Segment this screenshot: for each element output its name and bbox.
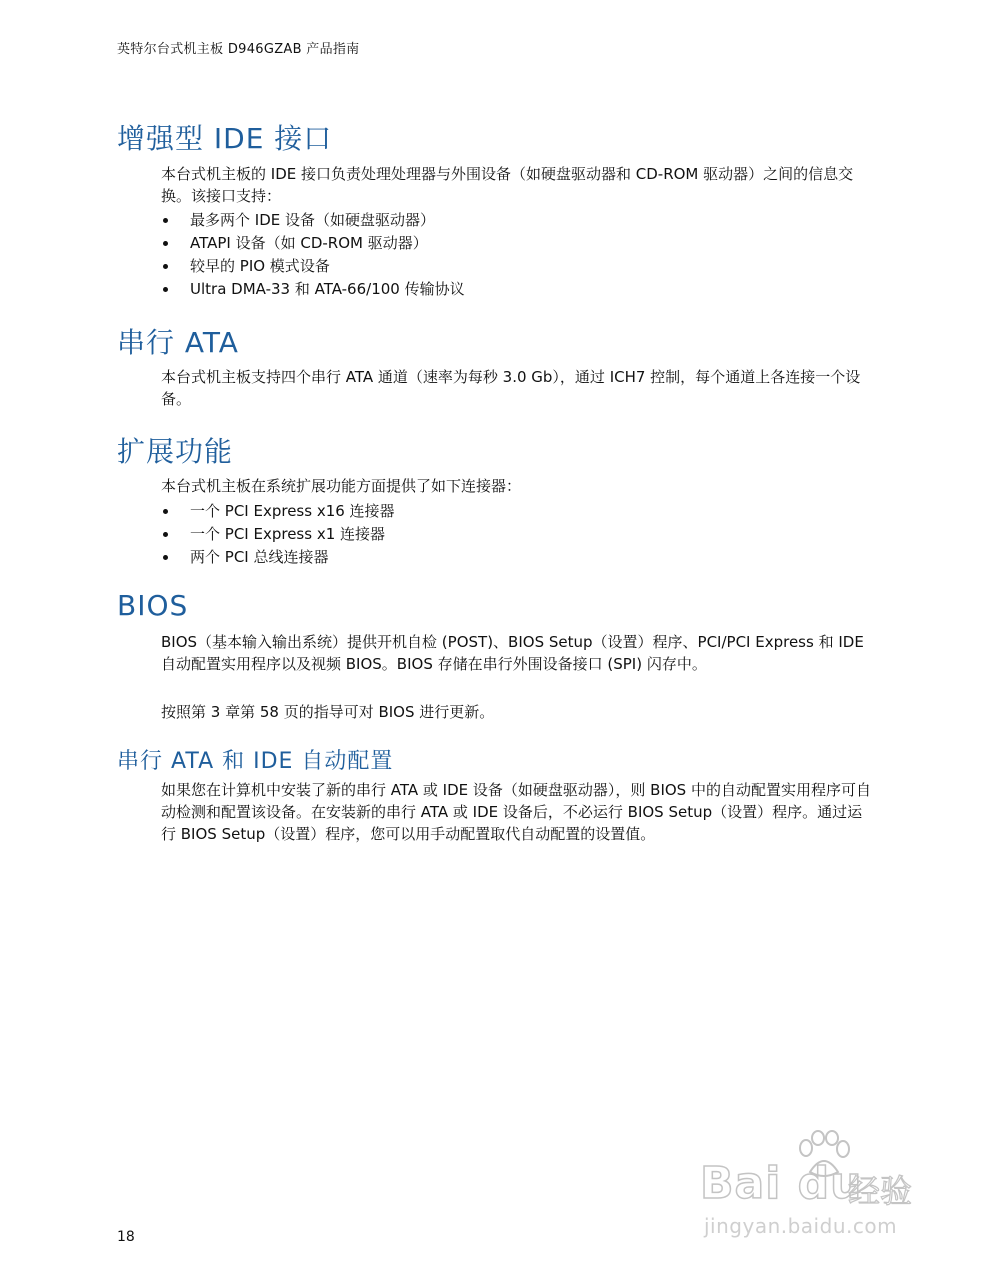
list-item: 较早的 PIO 模式设备 <box>161 255 465 278</box>
ide-intro-paragraph: 本台式机主板的 IDE 接口负责处理处理器与外围设备（如硬盘驱动器和 CD-ROM 驱动器）之间的信息交换。该接口支持： <box>161 165 854 205</box>
heading-enhanced-ide: 增强型 IDE 接口 <box>117 122 333 155</box>
page-number: 18 <box>117 1229 135 1245</box>
heading-serial-ata: 串行 ATA <box>117 326 239 359</box>
list-item: ATAPI 设备（如 CD-ROM 驱动器） <box>161 232 465 255</box>
watermark-jingyan-text: 经验 <box>848 1172 913 1210</box>
list-item: Ultra DMA-33 和 ATA-66/100 传输协议 <box>161 278 465 301</box>
watermark-url: jingyan.baidu.com <box>704 1214 898 1238</box>
heading-expansion: 扩展功能 <box>117 435 234 468</box>
auto-config-paragraph: 如果您在计算机中安装了新的串行 ATA 或 IDE 设备（如硬盘驱动器），则 BIOS 中的自动配置实用程序可自动检测和配置该设备。在安装新的串行 ATA 或 IDE 设备后，不必运行 BIOS Setup（设置）程序。通过运行 BIOS Setup（设置）程序，您可以用手动配置取代自动配置的设置值。 <box>161 781 871 843</box>
bios-paragraph: BIOS（基本输入输出系统）提供开机自检 (POST)、BIOS Setup（设置）程序、PCI/PCI Express 和 IDE 自动配置实用程序以及视频 BIOS。BIOS 存储在串行外围设备接口 (SPI) 闪存中。 <box>161 633 864 673</box>
list-item: 最多两个 IDE 设备（如硬盘驱动器） <box>161 209 465 232</box>
running-header: 英特尔台式机主板 D946GZAB 产品指南 <box>117 42 360 57</box>
expansion-intro-paragraph: 本台式机主板在系统扩展功能方面提供了如下连接器： <box>161 477 522 495</box>
watermark-logo: Bai du <box>700 1158 863 1209</box>
list-item: 一个 PCI Express x16 连接器 <box>161 500 395 523</box>
heading-auto-config: 串行 ATA 和 IDE 自动配置 <box>117 749 394 774</box>
list-item: 一个 PCI Express x1 连接器 <box>161 523 395 546</box>
list-item: 两个 PCI 总线连接器 <box>161 546 395 569</box>
ide-support-list <box>161 209 465 301</box>
bios-update-paragraph: 按照第 3 章第 58 页的指导可对 BIOS 进行更新。 <box>161 703 495 721</box>
sata-paragraph: 本台式机主板支持四个串行 ATA 通道（速率为每秒 3.0 Gb），通过 ICH7 控制，每个通道上各连接一个设备。 <box>161 368 861 408</box>
expansion-connector-list <box>161 500 395 569</box>
baidu-jingyan-watermark <box>700 1130 940 1240</box>
heading-bios: BIOS <box>117 589 189 622</box>
